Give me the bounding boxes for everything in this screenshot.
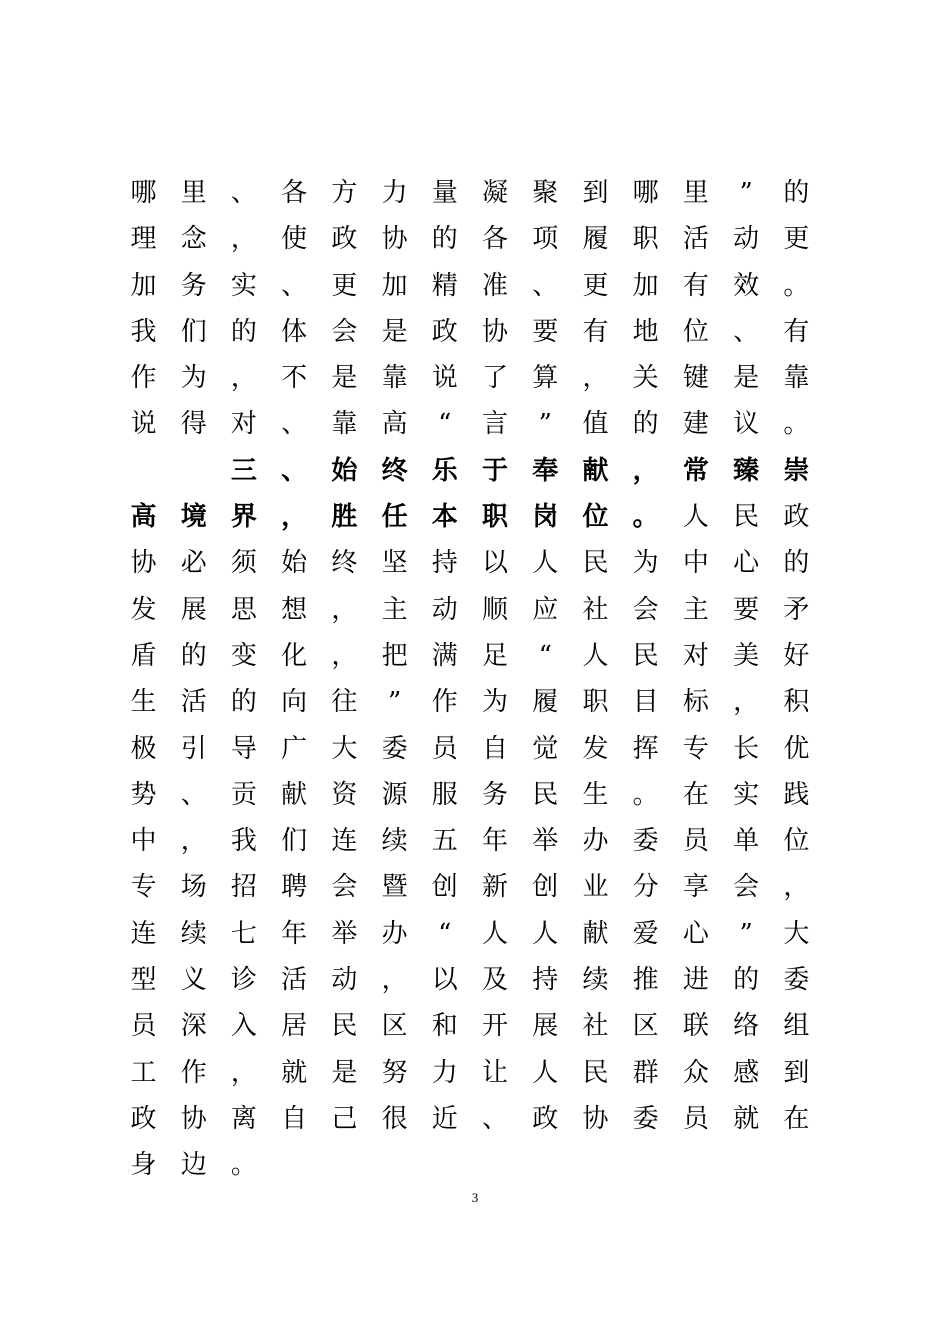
text-line: 中 ， 我 们 连 续 五 年 举 办 委 员 单 位	[130, 826, 810, 857]
text-line: 势 、 贡 献 资 源 服 务 民 生 。 在 实 践	[130, 779, 810, 810]
text-line: 型 义 诊 活 动 ， 以 及 持 续 推 进 的 委	[130, 965, 810, 996]
text-line: 三 、 始 终 乐 于 奉 献 ， 常 臻 崇	[230, 455, 810, 486]
text-line: 发 展 思 想 ， 主 动 顺 应 社 会 主 要 矛	[130, 594, 810, 625]
text-line: 生 活 的 向 往 ” 作 为 履 职 目 标 ， 积	[130, 687, 810, 718]
text-line: 作 为 ， 不 是 靠 说 了 算 ， 关 键 是 靠	[130, 363, 810, 394]
page-number: 3	[471, 1190, 479, 1205]
text-line: 协 必 须 始 终 坚 持 以 人 民 为 中 心 的	[130, 548, 810, 579]
text-line: 极 引 导 广 大 委 员 自 觉 发 挥 专 长 优	[130, 733, 810, 764]
text-line: 政 协 离 自 己 很 近 、 政 协 委 员 就 在	[130, 1103, 810, 1134]
text-line: 高 境 界 ， 胜 任 本 职 岗 位 。 人 民 政	[130, 502, 810, 533]
text-line: 加 务 实 、 更 加 精 准 、 更 加 有 效 。	[130, 270, 810, 301]
text-line: 盾 的 变 化 ， 把 满 足 “ 人 民 对 美 好	[130, 640, 810, 671]
text-line: 工 作 ， 就 是 努 力 让 人 民 群 众 感 到	[130, 1057, 810, 1088]
text-line: 连 续 七 年 举 办 “ 人 人 献 爱 心 ” 大	[130, 918, 810, 949]
text-line: 专 场 招 聘 会 暨 创 新 创 业 分 享 会 ，	[130, 872, 810, 903]
text-line: 身 边 。	[130, 1150, 257, 1181]
text-line: 员 深 入 居 民 区 和 开 展 社 区 联 络 组	[130, 1011, 810, 1042]
text-line: 哪 里 、 各 方 力 量 凝 聚 到 哪 里 ” 的	[130, 178, 810, 208]
text-line: 理 念 ， 使 政 协 的 各 项 履 职 活 动 更	[130, 224, 810, 255]
text-line: 我 们 的 体 会 是 政 协 要 有 地 位 、 有	[130, 316, 810, 347]
text-line: 说 得 对 、 靠 高 “ 言 ” 值 的 建 议 。	[130, 409, 810, 440]
page-body	[130, 170, 810, 1189]
